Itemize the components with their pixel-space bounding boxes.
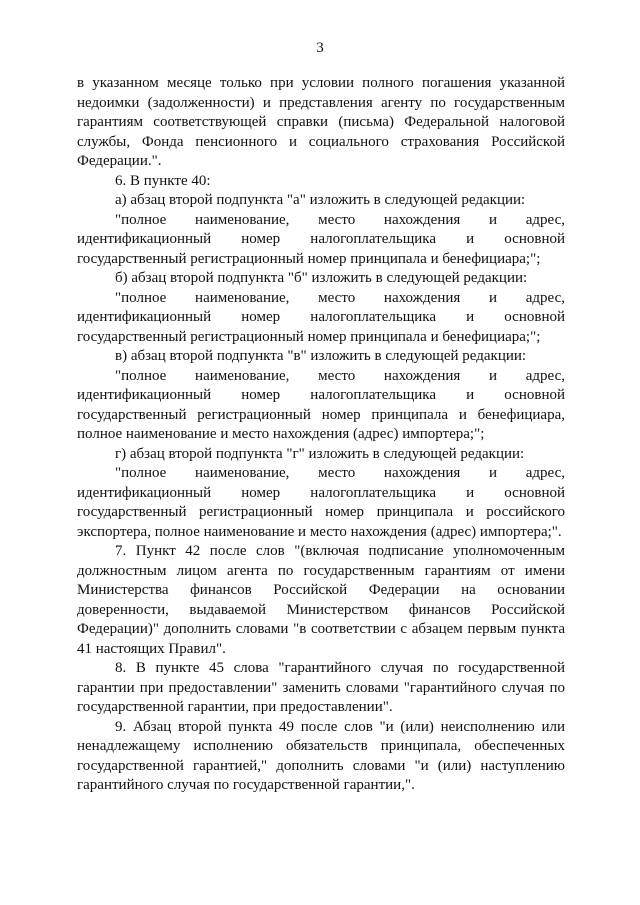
paragraph-item-7: 7. Пункт 42 после слов "(включая подписание уполномоченным должностным лицом агента по государственным гарантиям от имени Министерства финансов Российской Федерации на основании доверенности, выдаваемой Министерством финансов Российской Федерации)" дополнить словами "в соответствии с абзацем первым пункта 41 настоящих Правил". [77, 543, 565, 657]
page-number: 3 [316, 40, 324, 56]
paragraph-subitem-v: в) абзац второй подпункта "в" изложить в следующей редакции: [115, 348, 527, 364]
paragraph-item-9: 9. Абзац второй пункта 49 после слов "и (или) неисполнению или ненадлежащему исполнению обязательств принципала, обеспеченных государственной гарантией," дополнить словами "и (или) наступлению гарантийного случая по государственной гарантии,". [77, 718, 565, 793]
paragraph-item-8: 8. В пункте 45 слова "гарантийного случая по государственной гарантии при предоставлении" заменить словами "гарантийного случая по государственной гарантии, при предоставлении". [77, 660, 565, 715]
paragraph-continuation: в указанном месяце только при условии полного погашения указанной недоимки (задолженности) и представления агенту по государственным гарантиям соответствующей справки (письма) Федеральной налоговой службы, Фонда пенсионного и социального страхования Российской Федерации.". [77, 75, 565, 169]
paragraph-quote-g: "полное наименование, место нахождения и адрес, идентификационный номер налогоплательщика и основной государственный регистрационный номер принципала и российского экспортера, полное наименование и место нахождения (адрес) импортера;". [77, 465, 565, 540]
paragraph-subitem-b: б) абзац второй подпункта "б" изложить в следующей редакции: [115, 270, 528, 286]
paragraph-quote-b: "полное наименование, место нахождения и адрес, идентификационный номер налогоплательщика и основной государственный регистрационный номер принципала и бенефициара;"; [77, 289, 565, 345]
paragraph-subitem-g: г) абзац второй подпункта "г" изложить в следующей редакции: [115, 445, 525, 462]
paragraph-quote-v: "полное наименование, место нахождения и адрес, идентификационный номер налогоплательщика и основной государственный регистрационный номер принципала и бенефициара, полное наименование и место нахождения (адрес) импортера;"; [77, 367, 565, 442]
paragraph-subitem-a: а) абзац второй подпункта "а" изложить в следующей редакции: [115, 192, 526, 208]
paragraph-item-6: 6. В пункте 40: [115, 172, 211, 189]
document-body [77, 74, 565, 796]
paragraph-quote-a: "полное наименование, место нахождения и адрес, идентификационный номер налогоплательщика и основной государственный регистрационный номер принципала и бенефициара;"; [77, 211, 565, 267]
